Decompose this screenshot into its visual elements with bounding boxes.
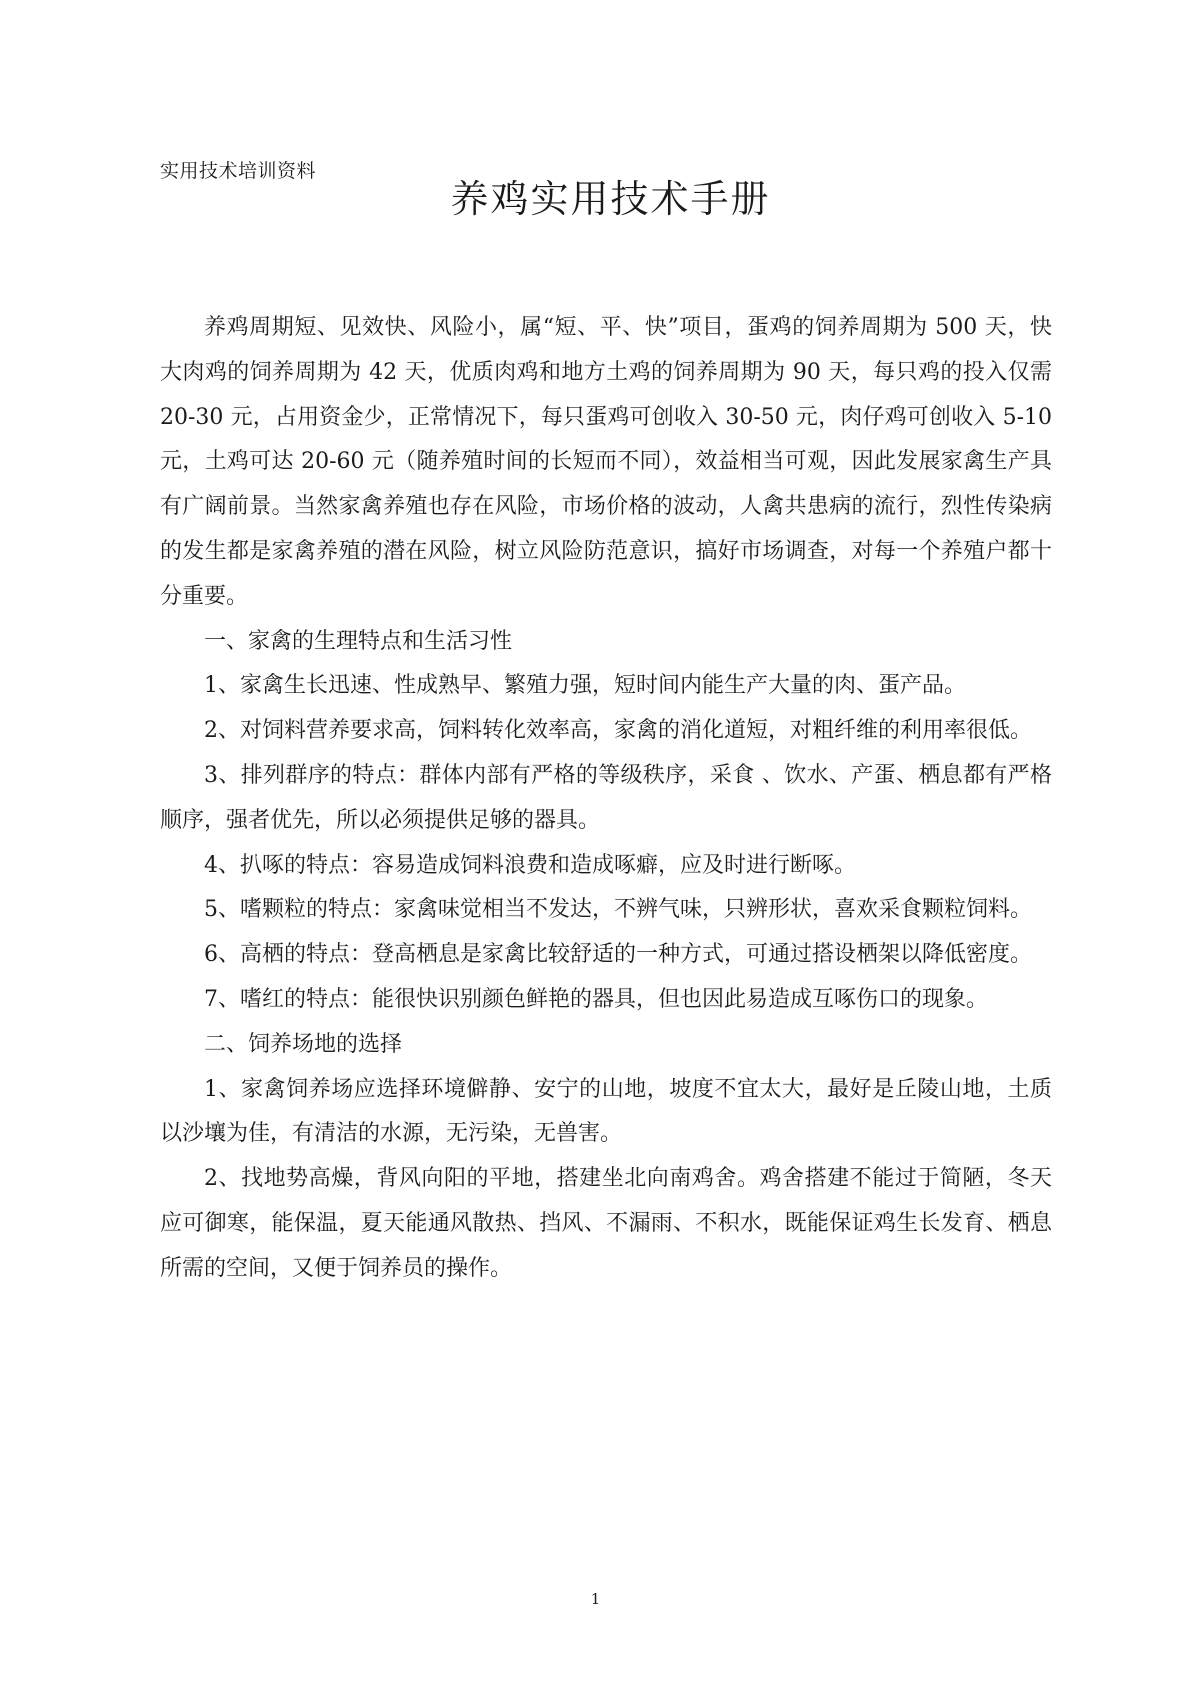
document-body — [160, 306, 1052, 1292]
intro-paragraph: 养鸡周期短、见效快、风险小，属“短、平、快”项目，蛋鸡的饲养周期为 500 天，快大肉鸡的饲养周期为 42 天，优质肉鸡和地方土鸡的饲养周期为 90 天，每只鸡的投入仅需 20-30 元，占用资金少，正常情况下，每只蛋鸡可创收入 30-50 元，肉仔鸡可创收入 5-10 元，土鸡可达 20-60 元（随养殖时间的长短而不同），效益相当可观，因此发展家禽生产具有广阔前景。当然家禽养殖也存在风险，市场价格的波动，人禽共患病的流行，烈性传染病的发生都是家禽养殖的潜在风险，树立风险防范意识，搞好市场调查，对每一个养殖户都十分重要。 — [160, 315, 1052, 609]
list-item: 5、嗜颗粒的特点：家禽味觉相当不发达，不辨气味，只辨形状，喜欢采食颗粒饲料。 — [204, 897, 1032, 923]
list-item: 2、对饲料营养要求高，饲料转化效率高，家禽的消化道短，对粗纤维的利用率很低。 — [204, 718, 1032, 744]
list-item: 2、找地势高燥，背风向阳的平地，搭建坐北向南鸡舍。鸡舍搭建不能过于简陋，冬天应可御寒，能保温，夏天能通风散热、挡风、不漏雨、不积水，既能保证鸡生长发育、栖息所需的空间，又便于饲养员的操作。 — [160, 1166, 1052, 1281]
list-item: 4、扒啄的特点：容易造成饲料浪费和造成啄癖，应及时进行断啄。 — [204, 852, 856, 878]
list-item: 3、排列群序的特点：群体内部有严格的等级秩序，采食 、饮水、产蛋、栖息都有严格顺序，强者优先，所以必须提供足够的器具。 — [160, 762, 1052, 833]
document-title: 养鸡实用技术手册 — [450, 177, 771, 221]
list-item: 1、家禽生长迅速、性成熟早、繁殖力强，短时间内能生产大量的肉、蛋产品。 — [204, 673, 966, 699]
section-heading-1: 一、家禽的生理特点和生活习性 — [204, 628, 513, 654]
page-number: 1 — [590, 1590, 601, 1608]
list-item: 1、家禽饲养场应选择环境僻静、安宁的山地，坡度不宜太大，最好是丘陵山地，土质以沙壤为佳，有清洁的水源，无污染，无兽害。 — [160, 1076, 1052, 1147]
list-item: 6、高栖的特点：登高栖息是家禽比较舒适的一种方式，可通过搭设栖架以降低密度。 — [204, 942, 1032, 968]
section-heading-2: 二、饲养场地的选择 — [204, 1031, 403, 1057]
list-item: 7、嗜红的特点：能很快识别颜色鲜艳的器具，但也因此易造成互啄伤口的现象。 — [204, 986, 988, 1012]
header-label: 实用技术培训资料 — [160, 160, 317, 182]
